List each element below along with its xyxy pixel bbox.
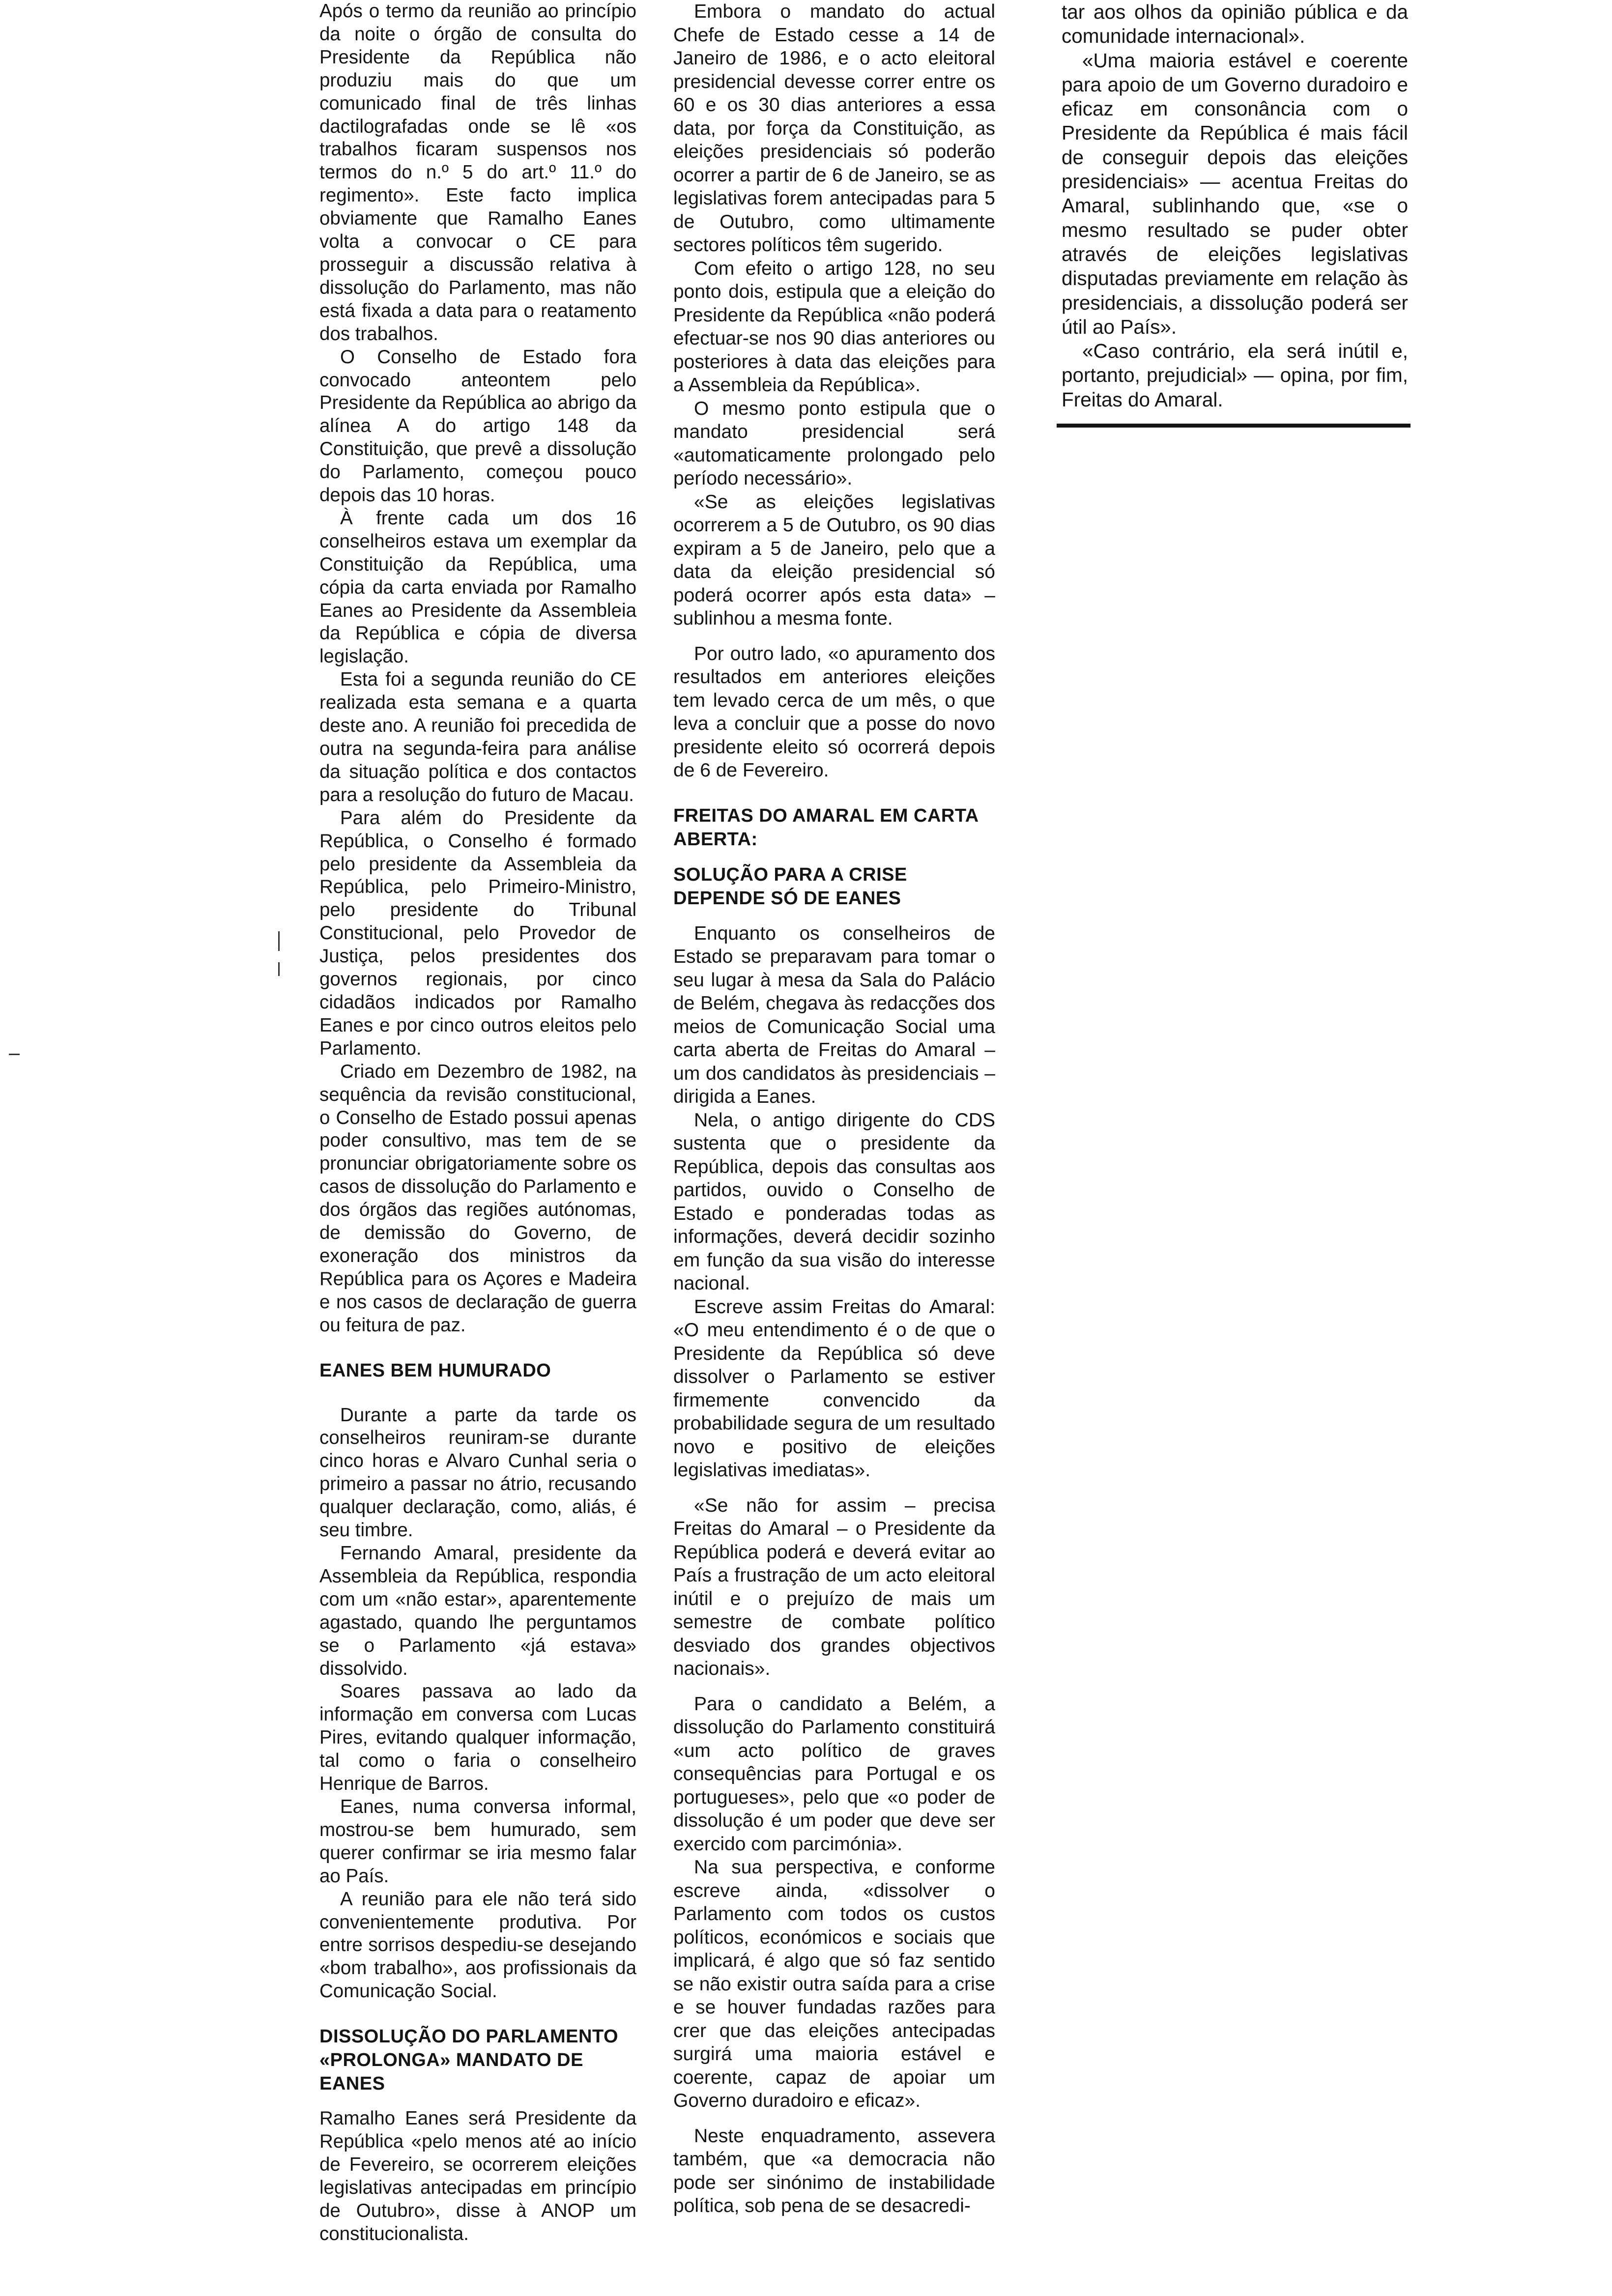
- paragraph: Após o termo da reunião ao princípio da noite o órgão de consulta do Presidente da República não produziu mais do que um comunicado final de três linhas dactilografadas onde se lê «os trabalhos ficaram suspensos nos termos do n.º 5 do art.º 11.º do regimento». Este facto implica obviamente que Ramalho Eanes volta a convocar o CE para prosseguir a discussão relativa à dissolução do Parlamento, mas não está fixada a data para o reatamento dos trabalhos.: [319, 0, 636, 344]
- paragraph: Enquanto os conselheiros de Estado se preparavam para tomar o seu lugar à mesa da Sala do Palácio de Belém, chegava às redacções dos meios de Comunicação Social uma carta aberta de Freitas do Amaral – um dos candidatos às presidenciais – dirigida a Eanes.: [673, 922, 995, 1107]
- article-column-2: [673, 0, 995, 2218]
- paragraph: Eanes, numa conversa informal, mostrou-se bem humurado, sem querer confirmar se iria mesmo falar ao País.: [319, 1796, 636, 1887]
- paragraph: Por outro lado, «o apuramento dos resultados em anteriores eleições tem levado cerca de um mês, o que leva a concluir que a posse do novo presidente eleito só ocorrerá depois de 6 de Fevereiro.: [673, 643, 995, 781]
- paragraph: Para o candidato a Belém, a dissolução do Parlamento constituirá «um acto político de graves consequências para Portugal e os portugueses», pelo que «o poder de dissolução é um poder que deve ser exercido com parcimónia».: [673, 1693, 995, 1855]
- paragraph: Embora o mandato do actual Chefe de Estado cesse a 14 de Janeiro de 1986, e o acto eleitoral presidencial devesse correr entre os 60 e os 30 dias anteriores a essa data, por força da Constituição, as eleições presidenciais só poderão ocorrer a partir de 6 de Janeiro, se as legislativas forem antecipadas para 5 de Outubro, como ultimamente sectores políticos têm sugerido.: [673, 1, 995, 256]
- scan-mark: [9, 1054, 20, 1055]
- scan-mark: [278, 931, 280, 951]
- subheading-carta-aberta: FREITAS DO AMARAL EM CARTA ABERTA:: [673, 805, 979, 850]
- paragraph: Nela, o antigo dirigente do CDS sustenta que o presidente da República, depois das consultas aos partidos, ouvido o Conselho de Estado e ponderadas todas as informações, deverá decidir sozinho em função da sua visão do interesse nacional.: [673, 1109, 995, 1294]
- paragraph: tar aos olhos da opinião pública e da comunidade internacional».: [1062, 0, 1408, 48]
- paragraph: Criado em Dezembro de 1982, na sequência da revisão constitucional, o Conselho de Estado possui apenas poder consultivo, mas tem de se pronunciar obrigatoriamente sobre os casos de dissolução do Parlamento e dos órgãos das regiões autónomas, de demissão do Governo, de exoneração dos ministros da República para os Açores e Madeira e nos casos de declaração de guerra ou feitura de paz.: [319, 1061, 636, 1336]
- column-end-rule: [1057, 424, 1410, 428]
- paragraph: A reunião para ele não terá sido convenientemente produtiva. Por entre sorrisos despediu-se desejando «bom trabalho», aos profissionais da Comunicação Social.: [319, 1888, 636, 2002]
- paragraph: Na sua perspectiva, e conforme escreve ainda, «dissolver o Parlamento com todos os custos políticos, económicos e sociais que implicará, é algo que só faz sentido se não existir outra saída para a crise e se houver fundadas razões para crer que das eleições antecipadas surgirá uma maioria estável e coerente, capaz de apoiar um Governo duradoiro e eficaz».: [673, 1857, 995, 2111]
- paragraph: Neste enquadramento, assevera também, que «a democracia não pode ser sinónimo de instabilidade política, sob pena de se desacredi-: [673, 2125, 995, 2216]
- paragraph: Durante a parte da tarde os conselheiros reuniram-se durante cinco horas e Alvaro Cunhal seria o primeiro a passar no átrio, recusando qualquer declaração, como, aliás, é seu timbre.: [319, 1404, 636, 1541]
- paragraph: Com efeito o artigo 128, no seu ponto dois, estipula que a eleição do Presidente da República «não poderá efectuar-se nos 90 dias anteriores ou posteriores à data das eleições para a Assembleia da República».: [673, 258, 995, 396]
- paragraph: «Uma maioria estável e coerente para apoio de um Governo duradoiro e eficaz em consonância com o Presidente da República é mais fácil de conseguir depois das eleições presidenciais» — acentua Freitas do Amaral, sublinhando que, «se o mesmo resultado se puder obter através de eleições legislativas disputadas previamente em relação às presidenciais, a dissolução poderá ser útil ao País».: [1062, 49, 1408, 338]
- paragraph: «Caso contrário, ela será inútil e, portanto, prejudicial» — opina, por fim, Freitas do Amaral.: [1062, 340, 1408, 411]
- paragraph: Soares passava ao lado da informação em conversa com Lucas Pires, evitando qualquer informação, tal como o faria o conselheiro Henrique de Barros.: [319, 1681, 636, 1795]
- article-column-1: [319, 0, 636, 2246]
- subheading-eanes-bem-humurado: EANES BEM HUMURADO: [319, 1360, 551, 1381]
- paragraph: Esta foi a segunda reunião do CE realizada esta semana e a quarta deste ano. A reunião foi precedida de outra na segunda-feira para análise da situação política e dos contactos para a resolução do futuro de Macau.: [319, 669, 636, 805]
- paragraph: À frente cada um dos 16 conselheiros estava um exemplar da Constituição da República, uma cópia da carta enviada por Ramalho Eanes ao Presidente da Assembleia da República e cópia de diversa legislação.: [319, 507, 636, 667]
- paragraph: Fernando Amaral, presidente da Assembleia da República, respondia com um «não estar», aparentemente agastado, quando lhe perguntamos se o Parlamento «já estava» dissolvido.: [319, 1543, 636, 1679]
- paragraph: Ramalho Eanes será Presidente da República «pelo menos até ao início de Fevereiro, se ocorrerem eleições legislativas antecipadas em princípio de Outubro», disse à ANOP um constitucionalista.: [319, 2108, 636, 2244]
- paragraph: «Se as eleições legislativas ocorrerem a 5 de Outubro, os 90 dias expiram a 5 de Janeiro, pelo que a data da eleição presidencial só poderá ocorrer após esta data» – sublinhou a mesma fonte.: [673, 491, 995, 629]
- paragraph: Para além do Presidente da República, o Conselho é formado pelo presidente da Assembleia da República, pelo Primeiro-Ministro, pelo presidente do Tribunal Constitucional, pelo Provedor de Justiça, pelos presidentes dos governos regionais, por cinco cidadãos indicados por Ramalho Eanes e por cinco outros eleitos pelo Parlamento.: [319, 807, 636, 1059]
- paragraph: «Se não for assim – precisa Freitas do Amaral – o Presidente da República poderá e deverá evitar ao País a frustração de um acto eleitoral inútil e o prejuízo de mais um semestre de combate político desviado dos grandes objectivos nacionais».: [673, 1494, 995, 1679]
- subheading-solucao-crise: SOLUÇÃO PARA A CRISE DEPENDE SÓ DE EANES: [673, 864, 907, 909]
- article-column-3: [1062, 0, 1408, 412]
- paragraph: Escreve assim Freitas do Amaral: «O meu entendimento é o de que o Presidente da República só deve dissolver o Parlamento se estiver firmemente convencido da probabilidade segura de um resultado novo e positivo de eleições legislativas imediatas».: [673, 1296, 995, 1481]
- scan-mark: [278, 962, 280, 976]
- paragraph: O mesmo ponto estipula que o mandato presidencial será «automaticamente prolongado pelo período necessário».: [673, 398, 995, 489]
- subheading-dissolucao: DISSOLUÇÃO DO PARLAMENTO «PROLONGA» MANDATO DE EANES: [319, 2026, 619, 2095]
- paragraph: O Conselho de Estado fora convocado anteontem pelo Presidente da República ao abrigo da alínea A do artigo 148 da Constituição, que prevê a dissolução do Parlamento, começou pouco depois das 10 horas.: [319, 346, 636, 506]
